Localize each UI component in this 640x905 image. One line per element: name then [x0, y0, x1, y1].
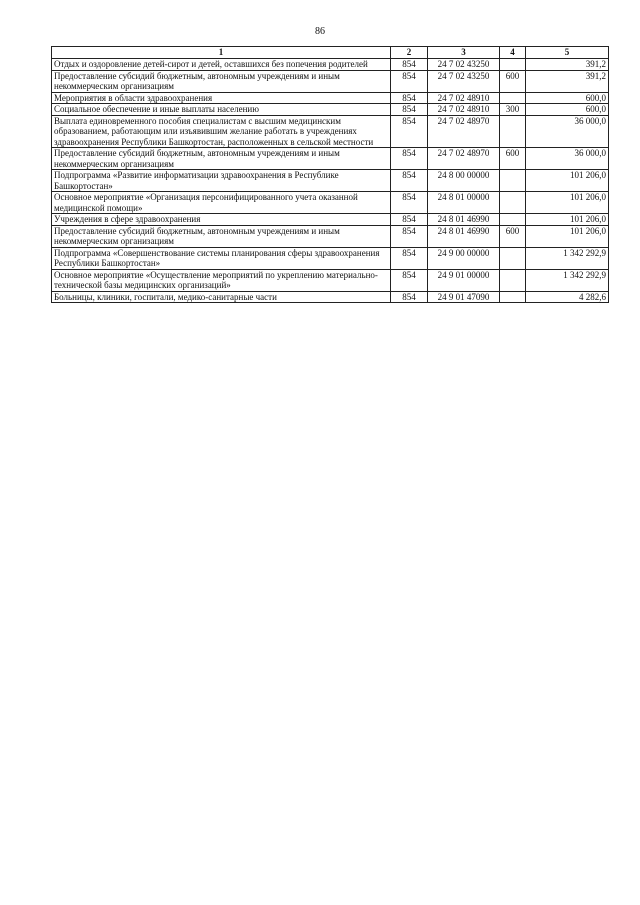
- table-row: [52, 104, 609, 116]
- row-department-code-cell: 854: [391, 291, 428, 303]
- row-amount-cell: 101 206,0: [526, 192, 609, 214]
- row-amount-cell: 101 206,0: [526, 214, 609, 226]
- table-row: [52, 70, 609, 92]
- row-expense-type-cell: [500, 269, 526, 291]
- row-department-code-cell: 854: [391, 115, 428, 148]
- row-name-cell: Предоставление субсидий бюджетным, автономным учреждениям и иным некоммерческим организациям: [52, 70, 391, 92]
- row-amount-cell: 101 206,0: [526, 170, 609, 192]
- row-target-article-cell: 24 9 01 47090: [428, 291, 500, 303]
- table-row: [52, 269, 609, 291]
- column-header-5: 5: [526, 47, 609, 59]
- row-department-code-cell: 854: [391, 214, 428, 226]
- row-name-cell: Социальное обеспечение и иные выплаты населению: [52, 104, 391, 116]
- row-expense-type-cell: 300: [500, 104, 526, 116]
- table-row: [52, 59, 609, 71]
- row-target-article-cell: 24 7 02 48970: [428, 148, 500, 170]
- row-amount-cell: 600,0: [526, 104, 609, 116]
- table-header-row: [52, 47, 609, 59]
- table-row: [52, 92, 609, 104]
- row-department-code-cell: 854: [391, 104, 428, 116]
- page-number: 86: [315, 26, 325, 37]
- row-amount-cell: 4 282,6: [526, 291, 609, 303]
- table-row: [52, 225, 609, 247]
- row-target-article-cell: 24 7 02 43250: [428, 70, 500, 92]
- row-expense-type-cell: [500, 115, 526, 148]
- row-name-cell: Учреждения в сфере здравоохранения: [52, 214, 391, 226]
- row-amount-cell: 101 206,0: [526, 225, 609, 247]
- column-header-4: 4: [500, 47, 526, 59]
- table-body: [52, 59, 609, 303]
- row-name-cell: Подпрограмма «Развитие информатизации здравоохранения в Республике Башкортостан»: [52, 170, 391, 192]
- row-target-article-cell: 24 7 02 43250: [428, 59, 500, 71]
- row-target-article-cell: 24 7 02 48910: [428, 104, 500, 116]
- row-expense-type-cell: [500, 291, 526, 303]
- row-department-code-cell: 854: [391, 269, 428, 291]
- row-target-article-cell: 24 8 01 46990: [428, 225, 500, 247]
- row-name-cell: Мероприятия в области здравоохранения: [52, 92, 391, 104]
- row-department-code-cell: 854: [391, 225, 428, 247]
- row-target-article-cell: 24 9 00 00000: [428, 247, 500, 269]
- row-amount-cell: 1 342 292,9: [526, 269, 609, 291]
- column-header-1: 1: [52, 47, 391, 59]
- row-name-cell: Предоставление субсидий бюджетным, автономным учреждениям и иным некоммерческим организациям: [52, 225, 391, 247]
- row-amount-cell: 391,2: [526, 70, 609, 92]
- row-department-code-cell: 854: [391, 247, 428, 269]
- row-expense-type-cell: 600: [500, 70, 526, 92]
- table-row: [52, 247, 609, 269]
- row-target-article-cell: 24 8 01 00000: [428, 192, 500, 214]
- row-target-article-cell: 24 9 01 00000: [428, 269, 500, 291]
- row-name-cell: Основное мероприятие «Осуществление мероприятий по укреплению материально-технической базы медицинских организаций»: [52, 269, 391, 291]
- column-header-3: 3: [428, 47, 500, 59]
- row-amount-cell: 36 000,0: [526, 115, 609, 148]
- row-amount-cell: 36 000,0: [526, 148, 609, 170]
- row-expense-type-cell: 600: [500, 225, 526, 247]
- row-target-article-cell: 24 8 00 00000: [428, 170, 500, 192]
- column-header-2: 2: [391, 47, 428, 59]
- row-amount-cell: 1 342 292,9: [526, 247, 609, 269]
- row-name-cell: Больницы, клиники, госпитали, медико-санитарные части: [52, 291, 391, 303]
- row-department-code-cell: 854: [391, 170, 428, 192]
- row-expense-type-cell: [500, 192, 526, 214]
- row-amount-cell: 600,0: [526, 92, 609, 104]
- row-name-cell: Основное мероприятие «Организация персонифицированного учета оказанной медицинской помощи»: [52, 192, 391, 214]
- row-expense-type-cell: [500, 247, 526, 269]
- row-name-cell: Предоставление субсидий бюджетным, автономным учреждениям и иным некоммерческим организациям: [52, 148, 391, 170]
- row-target-article-cell: 24 7 02 48910: [428, 92, 500, 104]
- row-department-code-cell: 854: [391, 92, 428, 104]
- row-name-cell: Выплата единовременного пособия специалистам с высшим медицинским образованием, работающим или изъявившим желание работать в учреждениях здравоохранения Республики Башкортостан, расположенных в сельской местности: [52, 115, 391, 148]
- row-expense-type-cell: [500, 214, 526, 226]
- row-target-article-cell: 24 7 02 48970: [428, 115, 500, 148]
- row-amount-cell: 391,2: [526, 59, 609, 71]
- row-target-article-cell: 24 8 01 46990: [428, 214, 500, 226]
- row-expense-type-cell: [500, 170, 526, 192]
- row-name-cell: Подпрограмма «Совершенствование системы планирования сферы здравоохранения Республики Башкортостан»: [52, 247, 391, 269]
- row-department-code-cell: 854: [391, 70, 428, 92]
- row-expense-type-cell: [500, 59, 526, 71]
- budget-table: [51, 46, 609, 303]
- table-row: [52, 115, 609, 148]
- row-department-code-cell: 854: [391, 59, 428, 71]
- row-department-code-cell: 854: [391, 148, 428, 170]
- row-expense-type-cell: 600: [500, 148, 526, 170]
- table-row: [52, 291, 609, 303]
- row-name-cell: Отдых и оздоровление детей-сирот и детей, оставшихся без попечения родителей: [52, 59, 391, 71]
- row-expense-type-cell: [500, 92, 526, 104]
- table-row: [52, 170, 609, 192]
- table-row: [52, 214, 609, 226]
- table-row: [52, 192, 609, 214]
- row-department-code-cell: 854: [391, 192, 428, 214]
- table-row: [52, 148, 609, 170]
